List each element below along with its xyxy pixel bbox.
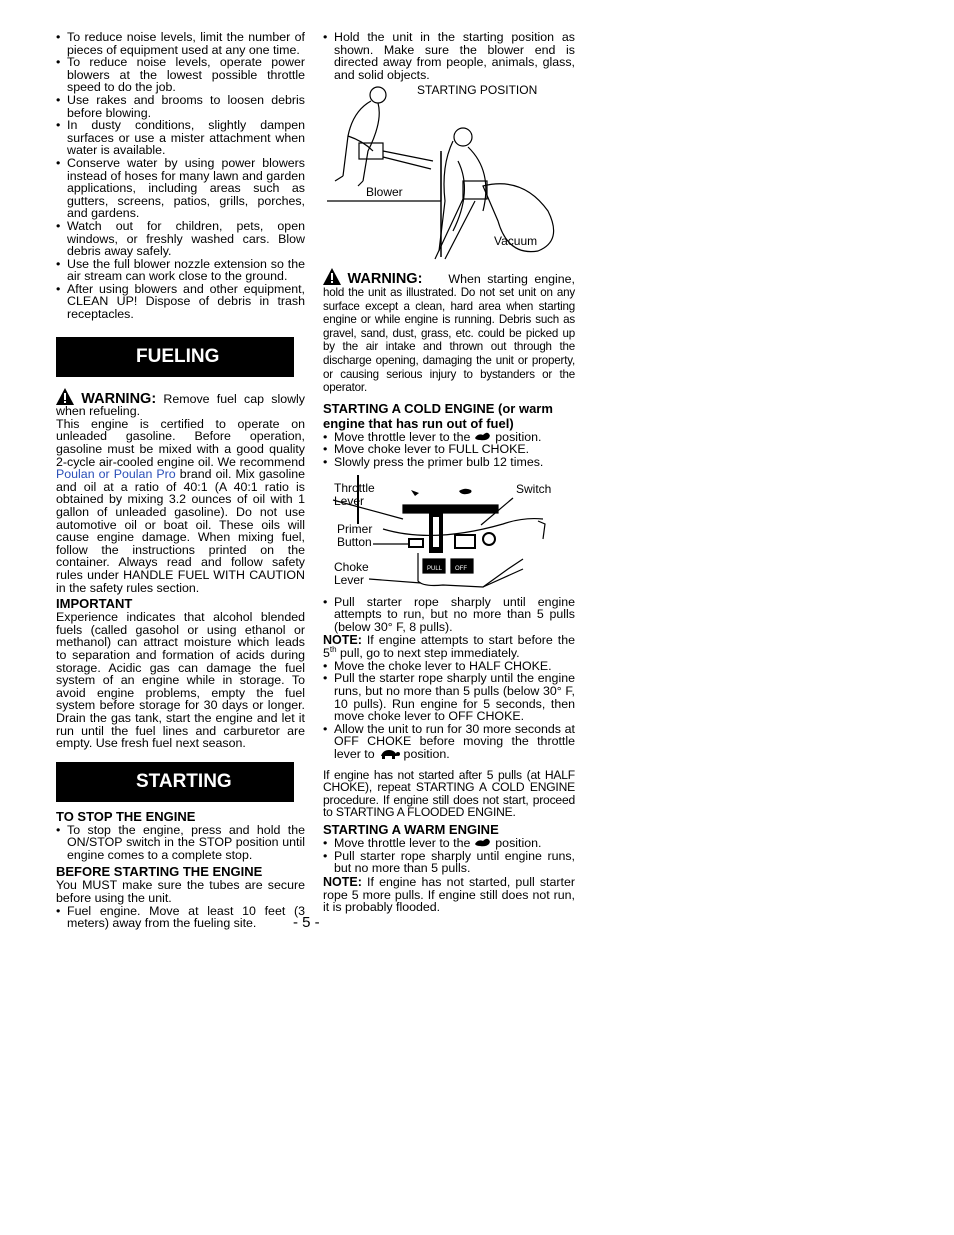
fuel-text: brand oil. Mix gasoline and oil at a ratio of 40:1 (A 40:1 ratio is obtained by mixing 3.2 ounces of oil with 1 gallon of unleaded gasoline). Do not use automotive oil or boat oil. These oils will cause engine damage. When mixing fuel, follow the instructions printed on the container. Always read and follow safety rules under HANDLE FUEL WITH CAUTION in the safety rules section. [56, 467, 305, 595]
before-list [56, 905, 305, 930]
step-text: position. [403, 747, 450, 762]
list-item: • To reduce noise levels, limit the number of pieces of equipment used at any one time. [56, 31, 305, 56]
list-item: • Pull starter rope sharply until engine runs, but no more than 5 pulls. [323, 850, 575, 875]
note-1 [323, 633, 575, 660]
warning-triangle-icon [56, 388, 74, 405]
list-item: • Slowly press the primer bulb 12 times. [323, 456, 575, 469]
rabbit-icon [474, 838, 492, 848]
note-text: If engine has not started, pull starter rope 5 more pulls. If engine still does not run, it is probably flooded. [323, 874, 575, 915]
list-item: • Fuel engine. Move at least 10 feet (3 meters) away from the fueling site. [56, 905, 305, 930]
fuel-warning [56, 388, 305, 418]
list-item: • In dusty conditions, slightly dampen surfaces or use a mister attachment when water is available. [56, 119, 305, 157]
list-item: • Use rakes and brooms to loosen debris before blowing. [56, 94, 305, 119]
warning-lead: When starting engine, [448, 272, 575, 287]
stop-list [56, 824, 305, 862]
half-choke-paragraph: If engine has not started after 5 pulls (at HALF CHOKE), repeat STARTING A COLD ENGINE procedure. If engine still does not start, proceed to STARTING A FLOODED ENGINE. [323, 767, 575, 820]
pull-label: PULL [427, 565, 443, 572]
blower-caption: Blower [366, 185, 403, 200]
step-text: position. [495, 836, 542, 850]
important-text: Experience indicates that alcohol blended fuels (called gasohol or using ethanol or methanol) can attract moisture which leads to separation and formation of acids during storage. Acidic gas can damage the fuel system of an engine while in storage. To avoid engine problems, empty the fuel system before storage for 30 days or longer. Drain the gas tank, start the engine and let it run until the fuel lines and carburetor are empty. Use fresh fuel next season. [56, 610, 305, 751]
list-item: • Hold the unit in the starting position as shown. Make sure the blower end is directed away from people, animals, glass, and solid objects. [323, 31, 575, 81]
superscript: th [329, 645, 337, 655]
list-item: • Move the choke lever to HALF CHOKE. [323, 660, 575, 673]
list-item: • Watch out for children, pets, open windows, or freshly washed cars. Blow debris away safely. [56, 220, 305, 258]
primer-button-callout: Primer Button [337, 521, 373, 549]
choke-lever-callout: Choke Lever [334, 559, 369, 587]
list-item: • Use the full blower nozzle extension so the air stream can work close to the ground. [56, 258, 305, 283]
step-text: Allow the unit to run for 30 more seconds at OFF CHOKE before moving the throttle lever to [334, 721, 575, 762]
switch-callout: Switch [516, 481, 552, 496]
rabbit-icon [474, 432, 492, 442]
list-item: • After using blowers and other equipment, CLEAN UP! Dispose of debris in trash receptacles. [56, 283, 305, 321]
page-number: - 5 - [293, 914, 320, 931]
hold-list [323, 31, 575, 81]
warning-triangle-icon [323, 268, 341, 285]
starting-banner: STARTING [56, 762, 294, 802]
important-heading: IMPORTANT [56, 596, 133, 612]
cold-engine-heading: STARTING A COLD ENGINE (or warm engine that has run out of fuel) [323, 400, 553, 431]
fuel-text: This engine is certified to operate on unleaded gasoline. Before operation, gasoline must be mixed with a good quality 2-cycle air-cooled engine oil. We recommend [56, 416, 305, 469]
controls-figure [323, 469, 575, 596]
step-text: Move throttle lever to the [334, 429, 471, 444]
starting-warning [323, 268, 575, 394]
warm-engine-heading: STARTING A WARM ENGINE [323, 822, 499, 837]
note-2 [323, 875, 575, 914]
left-column [56, 31, 305, 930]
warning-label: WARNING: [81, 390, 157, 407]
list-item: • To stop the engine, press and hold the ON/STOP switch in the STOP position until engine comes to a complete stop. [56, 824, 305, 862]
stop-engine-heading: TO STOP THE ENGINE [56, 808, 196, 824]
note-label: NOTE: [323, 633, 362, 648]
list-item [323, 723, 575, 761]
step-text: position. [495, 429, 542, 444]
noise-tips-list [56, 31, 305, 321]
fuel-paragraph [56, 418, 305, 594]
note-text: If engine attempts to start before the 5 [323, 633, 575, 661]
warm-engine-list [323, 837, 575, 875]
right-column [323, 31, 575, 914]
list-item: • Conserve water by using power blowers instead of hoses for many lawn and garden applications, including areas such as gutters, screens, patios, grills, porches, and gardens. [56, 157, 305, 220]
note-label: NOTE: [323, 874, 362, 889]
cold-engine-list [323, 431, 575, 469]
note-text: pull, go to next step immediately. [340, 646, 520, 661]
pull-list [323, 596, 575, 634]
list-item: • To reduce noise levels, operate power blowers at the lowest possible throttle speed to do the job. [56, 56, 305, 94]
list-item: • Pull starter rope sharply until engine attempts to run, but no more than 5 pulls (below 30° F, 8 pulls). [323, 596, 575, 634]
warning-label: WARNING: [347, 271, 423, 288]
vacuum-caption: Vacuum [494, 234, 538, 249]
warning-text: Remove fuel cap slowly when refueling. [56, 391, 305, 419]
step-text: Move throttle lever to the [334, 836, 471, 850]
throttle-lever-callout: Throttle Lever [334, 480, 375, 508]
list-item: • Move choke lever to FULL CHOKE. [323, 443, 575, 456]
list-item: • Pull the starter rope sharply until the engine runs, but no more than 5 pulls (below 30° F, 10 pulls). Run engine for 5 seconds, then move choke lever to OFF CHOKE. [323, 672, 575, 722]
off-label: OFF [455, 565, 467, 572]
before-starting-heading: BEFORE STARTING THE ENGINE [56, 864, 263, 880]
poulan-link[interactable]: Poulan or Poulan Pro [56, 467, 176, 482]
fueling-banner: FUELING [56, 337, 294, 377]
before-text: You MUST make sure the tubes are secure before using the unit. [56, 878, 305, 906]
list-item [323, 837, 575, 850]
warning-text: hold the unit as illustrated. Do not set unit on any surface except a clean, hard area when starting engine or while engine is running. Debris such as gravel, sand, dust, grass, etc. could be picked up by the air intake and thrown out through the discharge opening, damaging the unit or property, or causing serious injury to bystanders or the operator. [323, 285, 575, 395]
starting-position-caption: STARTING POSITION [417, 83, 538, 98]
turtle-icon [378, 749, 400, 759]
starting-position-figure [323, 81, 575, 261]
half-choke-list [323, 660, 575, 761]
